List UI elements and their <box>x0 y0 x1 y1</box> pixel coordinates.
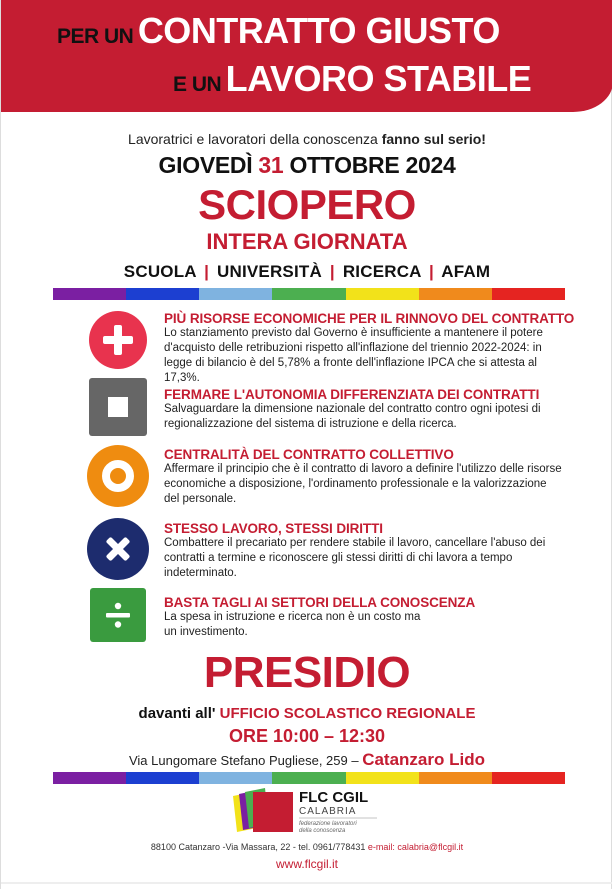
logo-region: CALABRIA <box>299 806 357 817</box>
logo-tagline-1: federazione lavoratori <box>299 821 357 827</box>
date-number: 31 <box>258 152 284 178</box>
sector-separator: | <box>428 262 434 281</box>
headline-main-1: CONTRATTO GIUSTO <box>137 10 500 51</box>
demand-title-5: BASTA TAGLI AI SETTORI DELLA CONOSCENZA <box>164 595 476 610</box>
demand-text-5: La spesa in istruzione e ricerca non è un costo ma un investimento. <box>164 611 421 638</box>
rainbow-segment <box>126 772 199 784</box>
date-day: GIOVEDÌ <box>158 152 259 178</box>
demand-title-3: CENTRALITÀ DEL CONTRATTO COLLETTIVO <box>164 447 454 462</box>
sector-scuola: SCUOLA <box>123 262 197 281</box>
place-name: UFFICIO SCOLASTICO REGIONALE <box>219 705 476 722</box>
website-link[interactable]: www.flcgil.it <box>275 857 338 871</box>
sector-separator: | <box>204 262 210 281</box>
strike-date <box>1 152 612 179</box>
strike-title: SCIOPERO <box>198 181 416 228</box>
demand-title-4: STESSO LAVORO, STESSI DIRITTI <box>164 521 383 536</box>
logo-tagline-2: della conoscenza <box>299 828 346 834</box>
demand-text-4: Combattere il precariato per rendere stabile il lavoro, cancellare l'abuso dei contratti a termine e riconoscere gli stessi diritti di chi lavora a tempo indeterminato. <box>164 537 546 579</box>
rainbow-segment <box>419 288 492 300</box>
header-banner <box>1 0 612 112</box>
address-text: 88100 Catanzaro -Via Massara, 22 - tel. 0961/778431 <box>150 842 368 852</box>
presidio-time: ORE 10:00 – 12:30 <box>228 726 386 746</box>
demand-text-2: Salvaguardare la dimensione nazionale del contratto contro ogni ipotesi di regionalizzazione del sistema di istruzione e della ricerca. <box>164 403 541 430</box>
plus-icon <box>89 311 147 369</box>
cross-icon <box>87 518 149 580</box>
rainbow-segment <box>346 772 419 784</box>
logo-text <box>299 790 368 835</box>
sectors-list <box>1 262 612 282</box>
demand-text-3: Affermare il principio che è il contratto di lavoro a definire l'utilizzo delle risorse economiche a disposizione, l'ordinamento professionale e la valorizzazione del personale. <box>164 463 562 505</box>
rainbow-segment <box>272 288 345 300</box>
rainbow-segment <box>199 772 272 784</box>
full-day-label: INTERA GIORNATA <box>206 229 408 254</box>
rainbow-segment <box>492 288 565 300</box>
circle-ring-icon <box>87 445 149 507</box>
demand-title-1: PIÙ RISORSE ECONOMICHE PER IL RINNOVO DEL CONTRATTO <box>164 311 575 326</box>
rainbow-segment <box>53 772 126 784</box>
rainbow-segment <box>419 772 492 784</box>
divide-icon <box>90 588 146 642</box>
demand-text-1: Lo stanziamento previsto dal Governo è insufficiente a mantenere il potere d'acquisto delle retribuzioni rispetto all'inflazione del triennio 2022-2024: in legge di bilancio è del 5,78% a fronte dell'inflazione IPCA che si attesta al 17,3%. <box>164 327 543 384</box>
place-prefix: davanti all' <box>138 705 220 722</box>
demand-title-2: FERMARE L'AUTONOMIA DIFFERENZIATA DEI CONTRATTI <box>164 387 540 402</box>
rainbow-segment <box>272 772 345 784</box>
rainbow-segment <box>492 772 565 784</box>
email-link[interactable]: e-mail: calabria@flcgil.it <box>367 842 464 852</box>
rainbow-stripe-bottom <box>53 772 565 784</box>
sector-ricerca: RICERCA <box>342 262 422 281</box>
rainbow-stripe-top <box>53 288 565 300</box>
city-name: Catanzaro Lido <box>362 750 485 769</box>
headline-line-1 <box>57 10 500 52</box>
presidio-place <box>1 705 612 722</box>
headline-prefix-2: E UN <box>173 73 222 96</box>
intro-bold: fanno sul serio! <box>381 131 486 147</box>
headline-prefix-1: PER UN <box>57 25 134 48</box>
rainbow-segment <box>53 288 126 300</box>
rainbow-segment <box>126 288 199 300</box>
street-address: Via Lungomare Stefano Pugliese, 259 – <box>128 753 363 768</box>
footer-address <box>1 842 612 852</box>
bottom-divider <box>1 882 612 884</box>
sector-universita: UNIVERSITÀ <box>217 262 322 281</box>
logo-name: FLC CGIL <box>299 789 369 806</box>
headline-line-2 <box>173 58 531 100</box>
presidio-title: PRESIDIO <box>203 648 411 697</box>
rainbow-segment <box>346 288 419 300</box>
sector-afam: AFAM <box>441 262 491 281</box>
intro-text <box>1 131 612 147</box>
sector-separator: | <box>329 262 335 281</box>
headline-main-2: LAVORO STABILE <box>225 58 532 99</box>
rainbow-segment <box>199 288 272 300</box>
presidio-address <box>1 750 612 770</box>
intro-normal: Lavoratrici e lavoratori della conoscenza <box>128 131 382 147</box>
stop-square-icon <box>89 378 147 436</box>
date-rest: OTTOBRE 2024 <box>283 152 456 178</box>
